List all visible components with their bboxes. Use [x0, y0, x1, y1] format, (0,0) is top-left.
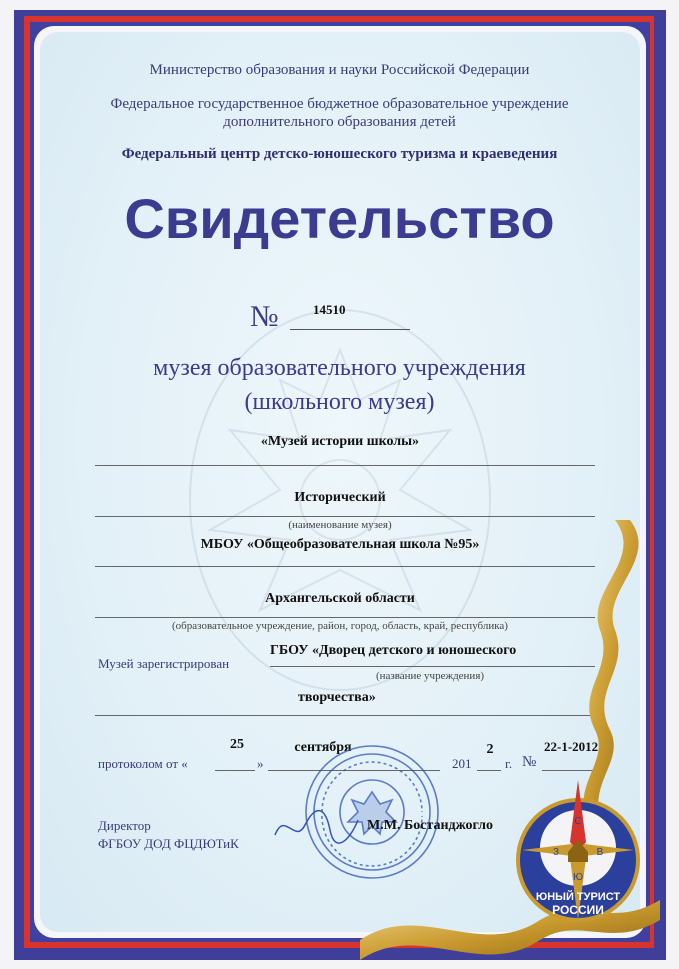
emblem-letter-east: В	[596, 847, 604, 858]
protocol-year-unit: г.	[505, 756, 513, 771]
region-name: Архангельской области	[265, 591, 415, 606]
director-label: Директор	[98, 818, 151, 833]
registered-label: Музей зарегистрирован	[98, 656, 230, 671]
protocol-year-suffix: 2	[486, 742, 494, 757]
protocol-quote-close: »	[257, 756, 264, 771]
protocol-year-prefix: 201	[452, 756, 472, 771]
protocol-day: 25	[230, 737, 244, 752]
subtitle-line-1: музея образовательного учреждения	[153, 355, 526, 381]
protocol-month: сентября	[294, 740, 352, 755]
protocol-number: 22-1-2012	[544, 739, 599, 754]
institution-text	[0, 95, 679, 131]
protocol-day-line	[215, 770, 255, 771]
number-sign: №	[250, 300, 279, 333]
emblem-letter-south: Ю	[572, 872, 584, 883]
registering-org-line-2: творчества»	[298, 690, 376, 705]
ministry-text: Министерство образования и науки Российской Федерации	[149, 62, 530, 78]
subtitle-line-2: (школьного музея)	[244, 389, 435, 415]
registering-org-caption: (название учреждения)	[375, 670, 485, 682]
institution-line-1: Федеральное государственное бюджетное образовательное учреждение	[110, 96, 569, 112]
region-caption: (образовательное учреждение, район, город, область, край, республика)	[172, 620, 508, 632]
emblem-letter-west: З	[552, 847, 560, 858]
museum-type-line	[95, 516, 595, 517]
protocol-number-sign: №	[522, 754, 537, 770]
director-name: М.М. Бостанджогло	[367, 818, 493, 833]
emblem-text-young-tourist: ЮНЫЙ ТУРИСТ	[535, 891, 621, 903]
museum-name-line	[95, 465, 595, 466]
certificate-number: 14510	[313, 302, 346, 317]
museum-name: «Музей истории школы»	[260, 434, 420, 449]
school-name: МБОУ «Общеобразовательная школа №95»	[200, 537, 480, 552]
certificate-title: Свидетельство	[124, 187, 555, 250]
number-underline	[290, 329, 410, 330]
young-tourist-emblem-icon	[512, 760, 644, 930]
handwritten-signature-icon	[270, 800, 360, 850]
institution-line-2: дополнительного образования детей	[223, 114, 456, 130]
emblem-letter-north: С	[574, 816, 582, 827]
director-org: ФГБОУ ДОД ФЦДЮТиК	[98, 836, 239, 851]
museum-type-caption: (наименование музея)	[288, 519, 392, 531]
center-name: Федеральный центр детско-юношеского туризма и краеведения	[121, 146, 558, 162]
emblem-text-russia: РОССИИ	[552, 903, 604, 917]
registering-org-line-1: ГБОУ «Дворец детского и юношеского	[270, 643, 517, 658]
protocol-label: протоколом от «	[98, 756, 188, 771]
museum-type: Исторический	[294, 490, 386, 505]
